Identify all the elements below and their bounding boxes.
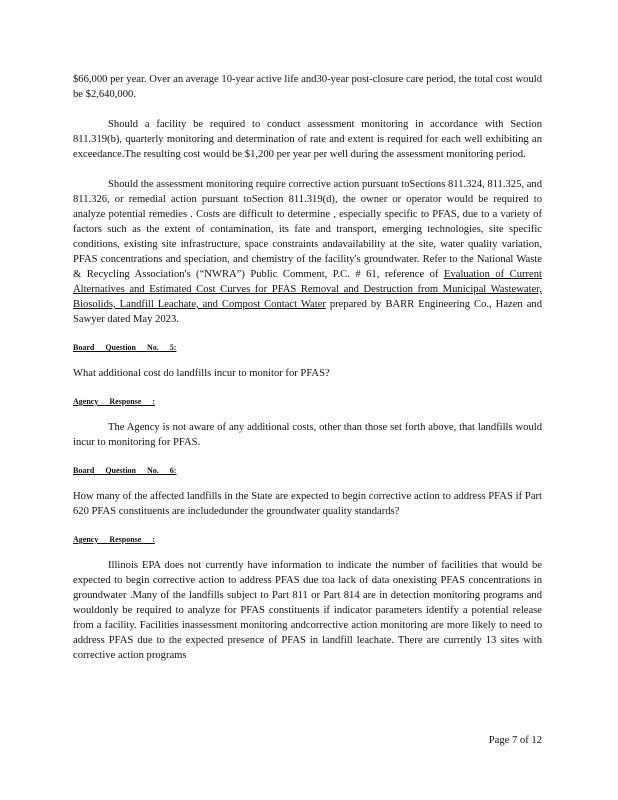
paragraph-assessment-monitoring: Should a facility be required to conduct assessment monitoring in accordance with Section 811.319(b), quarterly monitoring and determination of rate and extent is required for each well exhibiting an exceedance.The resulting cost would be $1,200 per year per well during the assessment monitoring period. [73,119,542,160]
paragraph-corrective-action [73,177,542,327]
board-question-6-heading: Board Question No. 6: [73,466,177,475]
agency-response-5-heading: Agency Response : [73,397,155,406]
agency-response-5-text: The Agency is not aware of any additional costs, other than those set forth above, that landfills would incur to monitoring for PFAS. [73,422,542,448]
barr-report-title: Evaluation of Current Alternatives and Estimated Cost Curves for PFAS Removal and Destruction from Municipal Wastewater, Biosolids, Landfill Leachate, and Compost Contact Water [73,269,542,310]
board-question-5-text: What additional cost do landfills incur to monitor for PFAS? [73,368,330,379]
agency-response-6-text: Illinois EPA does not currently have information to indicate the number of facilities that would be expected to begin corrective action to address PFAS due toa lack of data onexisting PFAS concentrations in groundwater .Many of the landfills subject to Part 811 or Part 814 are in detection monitoring programs and wouldonly be required to analyze for PFAS constituents if indicator parameters identify a potential release from a facility. Facilities inassessment monitoring andcorrective action monitoring are more likely to need to address PFAS due to the expected presence of PFAS in landfill leachate. There are currently 13 sites with corrective action programs [73,560,542,661]
board-question-5-heading: Board Question No. 5: [73,343,177,352]
paragraph-cost-total: $66,000 per year. Over an average 10-year active life and30-year post-closure care period, the total cost would be $2,640,000. [73,74,542,100]
page-number: Page 7 of 12 [488,735,542,746]
agency-response-6-heading: Agency Response : [73,535,155,544]
barr-report-citation: prepared by BARR Engineering Co., Hazen and Sawyer dated May 2023. [73,299,542,325]
corrective-action-text: Should the assessment monitoring require corrective action pursuant toSections 811.324, 811.325, and 811.326, or remedial action pursuant toSection 811.319(d), the owner or operator would be required to analyze potential remedies . Costs are difficult to determine , especially specific to PFAS, due to a variety of factors such as the extent of contamination, its fate and transport, emerging technologies, site specific conditions, existing site infrastructure, space constraints andavailability at the site, water quality variation, PFAS concentrations and speciation, and chemistry of the facility's groundwater. Refer to the National Waste & Recycling Association's (“NWRA”) Public Comment, P.C. # 61, reference of [73,179,542,280]
board-question-6-text: How many of the affected landfills in the State are expected to begin corrective action to address PFAS if Part 620 PFAS constituents are includedunder the groundwater quality standards? [73,491,542,517]
